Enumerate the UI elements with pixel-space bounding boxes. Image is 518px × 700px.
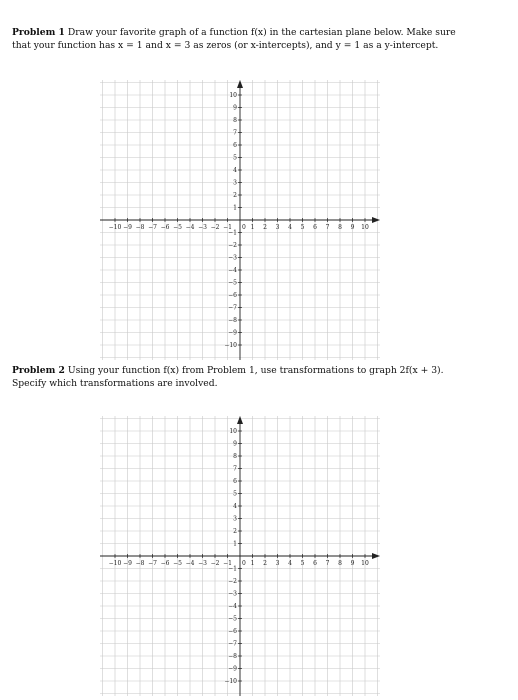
x-tick-label: 8 <box>338 224 342 231</box>
x-tick-label: 9 <box>350 560 355 567</box>
problem-1-label: Problem 1 <box>12 27 65 38</box>
x-tick-label: 8 <box>338 560 342 567</box>
x-tick-label: 10 <box>361 224 369 231</box>
x-axis-arrow <box>372 553 380 559</box>
x-tick-label: 6 <box>313 224 317 231</box>
y-tick-label: −1 <box>228 229 237 237</box>
x-tick-label: −1 <box>223 560 232 567</box>
y-tick-label: 4 <box>233 167 237 174</box>
plane-2-svg <box>100 416 380 696</box>
y-tick-label: 6 <box>233 142 237 149</box>
y-tick-label: −1 <box>228 565 237 573</box>
x-tick-label: 6 <box>313 560 317 567</box>
problem-1-text <box>12 26 464 52</box>
y-tick-label: 1 <box>233 540 237 548</box>
x-tick-label: 7 <box>325 560 330 567</box>
problem-1-body: Draw your favorite graph of a function f(x) in the cartesian plane below. Make sure that your function has x = 1 and x = 3 as zeros (or x-intercepts), and y = 1 as a y-intercept. <box>12 27 456 51</box>
x-tick-label: −6 <box>160 560 170 567</box>
x-tick-label: 10 <box>361 560 369 567</box>
x-tick-label: −3 <box>198 560 207 567</box>
y-tick-label: 5 <box>233 154 237 162</box>
x-tick-label: 7 <box>325 224 330 231</box>
x-tick-label: 5 <box>300 560 305 567</box>
y-tick-label: −5 <box>228 279 237 287</box>
y-tick-label: −7 <box>228 304 237 312</box>
x-tick-label: −1 <box>223 224 232 231</box>
y-tick-label: −2 <box>228 242 237 249</box>
y-tick-label: 7 <box>233 129 237 137</box>
x-tick-label: 3 <box>275 560 280 567</box>
origin-label: 0 <box>242 560 246 567</box>
plane-1-svg <box>100 80 380 360</box>
y-tick-label: 8 <box>233 453 237 460</box>
x-tick-label: 9 <box>350 224 355 231</box>
y-tick-label: 2 <box>233 192 237 199</box>
y-tick-label: −10 <box>224 342 237 349</box>
origin-label: 0 <box>242 224 246 231</box>
y-tick-label: −6 <box>228 628 237 635</box>
y-tick-label: −9 <box>228 665 237 673</box>
x-axis-arrow <box>372 217 380 223</box>
y-tick-label: 5 <box>233 490 237 498</box>
x-tick-label: −8 <box>135 224 145 231</box>
y-tick-label: −3 <box>228 254 237 262</box>
y-tick-label: 6 <box>233 478 237 485</box>
y-tick-label: 10 <box>229 428 237 435</box>
x-tick-label: −7 <box>148 224 157 231</box>
y-tick-label: −3 <box>228 590 237 598</box>
x-tick-label: −6 <box>160 224 170 231</box>
y-tick-label: −2 <box>228 578 237 585</box>
problem-2-text <box>12 364 464 390</box>
y-tick-label: −4 <box>228 267 237 274</box>
x-tick-label: −8 <box>135 560 145 567</box>
x-tick-label: −10 <box>108 224 122 231</box>
y-tick-label: 10 <box>229 92 237 99</box>
cartesian-plane-1[interactable] <box>100 80 380 360</box>
x-tick-label: −5 <box>173 560 182 567</box>
y-tick-label: 3 <box>233 179 237 187</box>
y-tick-label: −7 <box>228 640 237 648</box>
x-tick-label: −4 <box>185 224 195 231</box>
x-tick-label: 4 <box>288 224 292 231</box>
x-tick-label: 1 <box>250 224 255 231</box>
y-tick-label: −4 <box>228 603 237 610</box>
y-tick-label: −8 <box>228 653 237 660</box>
y-tick-label: 8 <box>233 117 237 124</box>
x-tick-label: −2 <box>210 560 220 567</box>
y-tick-label: 1 <box>233 204 237 212</box>
x-tick-label: −9 <box>123 224 132 231</box>
y-axis-arrow <box>237 80 243 88</box>
y-tick-label: 2 <box>233 528 237 535</box>
x-tick-label: 5 <box>300 224 305 231</box>
y-axis-arrow <box>237 416 243 424</box>
x-tick-label: −7 <box>148 560 157 567</box>
y-tick-label: 9 <box>233 440 237 448</box>
x-tick-label: −2 <box>210 224 220 231</box>
y-tick-label: −8 <box>228 317 237 324</box>
x-tick-label: −9 <box>123 560 132 567</box>
x-tick-label: −5 <box>173 224 182 231</box>
y-tick-label: 7 <box>233 465 237 473</box>
problem-2-body: Using your function f(x) from Problem 1, use transformations to graph 2f(x + 3). Specify which transformations are involved. <box>12 365 444 389</box>
x-tick-label: −10 <box>108 560 122 567</box>
y-tick-label: 4 <box>233 503 237 510</box>
x-tick-label: −4 <box>185 560 195 567</box>
y-tick-label: 9 <box>233 104 237 112</box>
cartesian-plane-2[interactable] <box>100 416 380 696</box>
y-tick-label: −5 <box>228 615 237 623</box>
y-tick-label: −9 <box>228 329 237 337</box>
y-tick-label: −6 <box>228 292 237 299</box>
problem-2-label: Problem 2 <box>12 365 65 376</box>
x-tick-label: 2 <box>263 224 267 231</box>
y-tick-label: 3 <box>233 515 237 523</box>
x-tick-label: 2 <box>263 560 267 567</box>
x-tick-label: 1 <box>250 560 255 567</box>
x-tick-label: 4 <box>288 560 292 567</box>
y-tick-label: −10 <box>224 678 237 685</box>
x-tick-label: −3 <box>198 224 207 231</box>
x-tick-label: 3 <box>275 224 280 231</box>
